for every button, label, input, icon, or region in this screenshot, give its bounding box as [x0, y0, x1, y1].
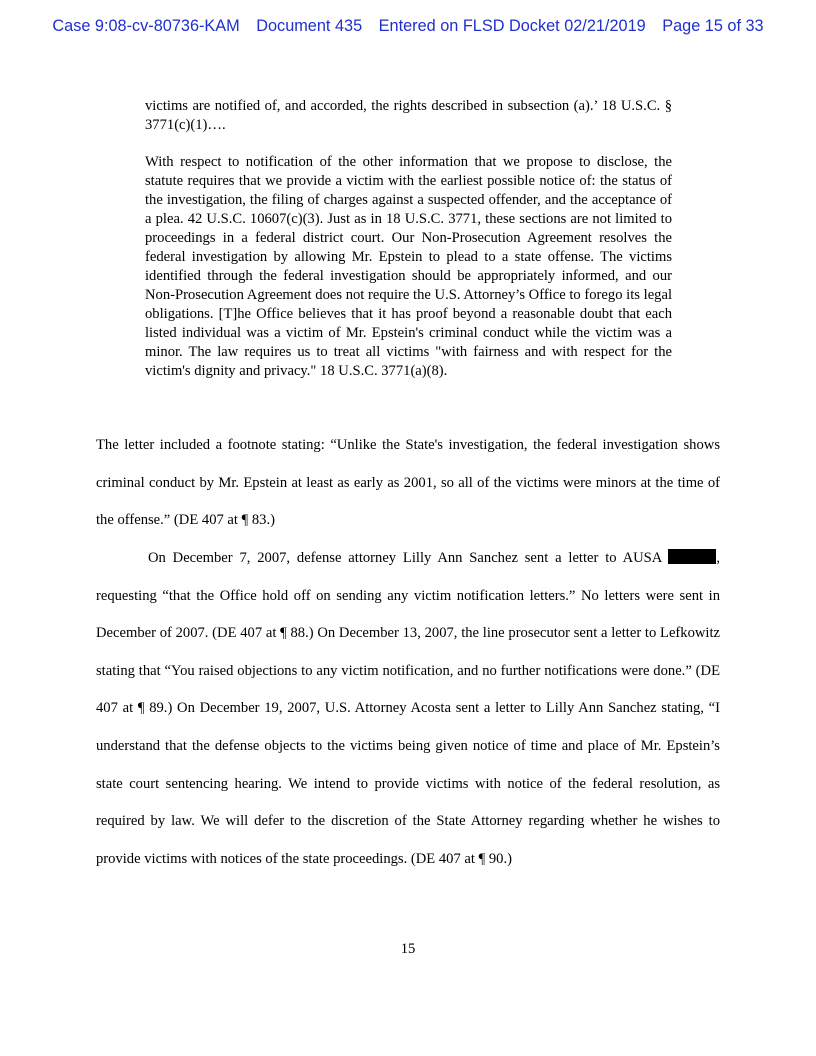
document-number: Document 435: [256, 17, 363, 35]
page-indicator: Page 15 of 33: [662, 17, 764, 35]
page-number: 15: [400, 941, 416, 957]
block-quote-paragraph-2: With respect to notification of the other information that we propose to disclose, the statute requires that we provide a victim with the earliest possible notice of: the status of the investigation, the filing of charges against a suspected offender, and the acceptance of a plea. 42 U.S.C. 10607(c)(3). Just as in 18 U.S.C. 3771, these sections are not limited to proceedings in a federal district court. Our Non-Prosecution Agreement resolves the federal investigation by allowing Mr. Epstein to plead to a state offense. The victims identified through the federal investigation should be appropriately informed, and our Non-Prosecution Agreement does not require the U.S. Attorney’s Office to forego its legal obligations. [T]he Office believes that it has proof beyond a reasonable doubt that each listed individual was a victim of Mr. Epstein's criminal conduct while the victim was a minor. The law requires us to treat all victims "with fairness and with respect for the victim's dignity and privacy." 18 U.S.C. 3771(a)(8).: [145, 154, 672, 379]
redaction-box: [668, 549, 716, 564]
paragraph-2-text-start: On December 7, 2007, defense attorney Lilly Ann Sanchez sent a letter to AUSA: [148, 550, 669, 566]
case-number: Case 9:08-cv-80736-KAM: [52, 17, 240, 35]
block-quote-paragraph-1: victims are notified of, and accorded, the rights described in subsection (a).’ 18 U.S.C. § 3771(c)(1)….: [145, 98, 672, 133]
docket-entry-date: Entered on FLSD Docket 02/21/2019: [378, 17, 646, 35]
docket-header: [0, 17, 816, 36]
paragraph-2-text-rest: , requesting “that the Office hold off on sending any victim notification letters.” No letters were sent in December of 2007. (DE 407 at ¶ 88.) On December 13, 2007, the line prosecutor sent a letter to Lefkowitz stating that “You raised objections to any victim notification, and no further notifications were done.” (DE 407 at ¶ 89.) On December 19, 2007, U.S. Attorney Acosta sent a letter to Lilly Ann Sanchez stating, “I understand that the defense objects to the victims being given notice of time and place of Mr. Epstein’s state court sentencing hearing. We intend to provide victims with notice of the federal resolution, as required by law. We will defer to the discretion of the State Attorney regarding whether he wishes to provide victims with notices of the state proceedings. (DE 407 at ¶ 90.): [96, 550, 720, 867]
body-paragraph-1: The letter included a footnote stating: “Unlike the State's investigation, the federal investigation shows criminal conduct by Mr. Epstein at least as early as 2001, so all of the victims were minors at the time of the offense.” (DE 407 at ¶ 83.): [96, 437, 720, 529]
body-paragraph-2: [96, 540, 720, 878]
